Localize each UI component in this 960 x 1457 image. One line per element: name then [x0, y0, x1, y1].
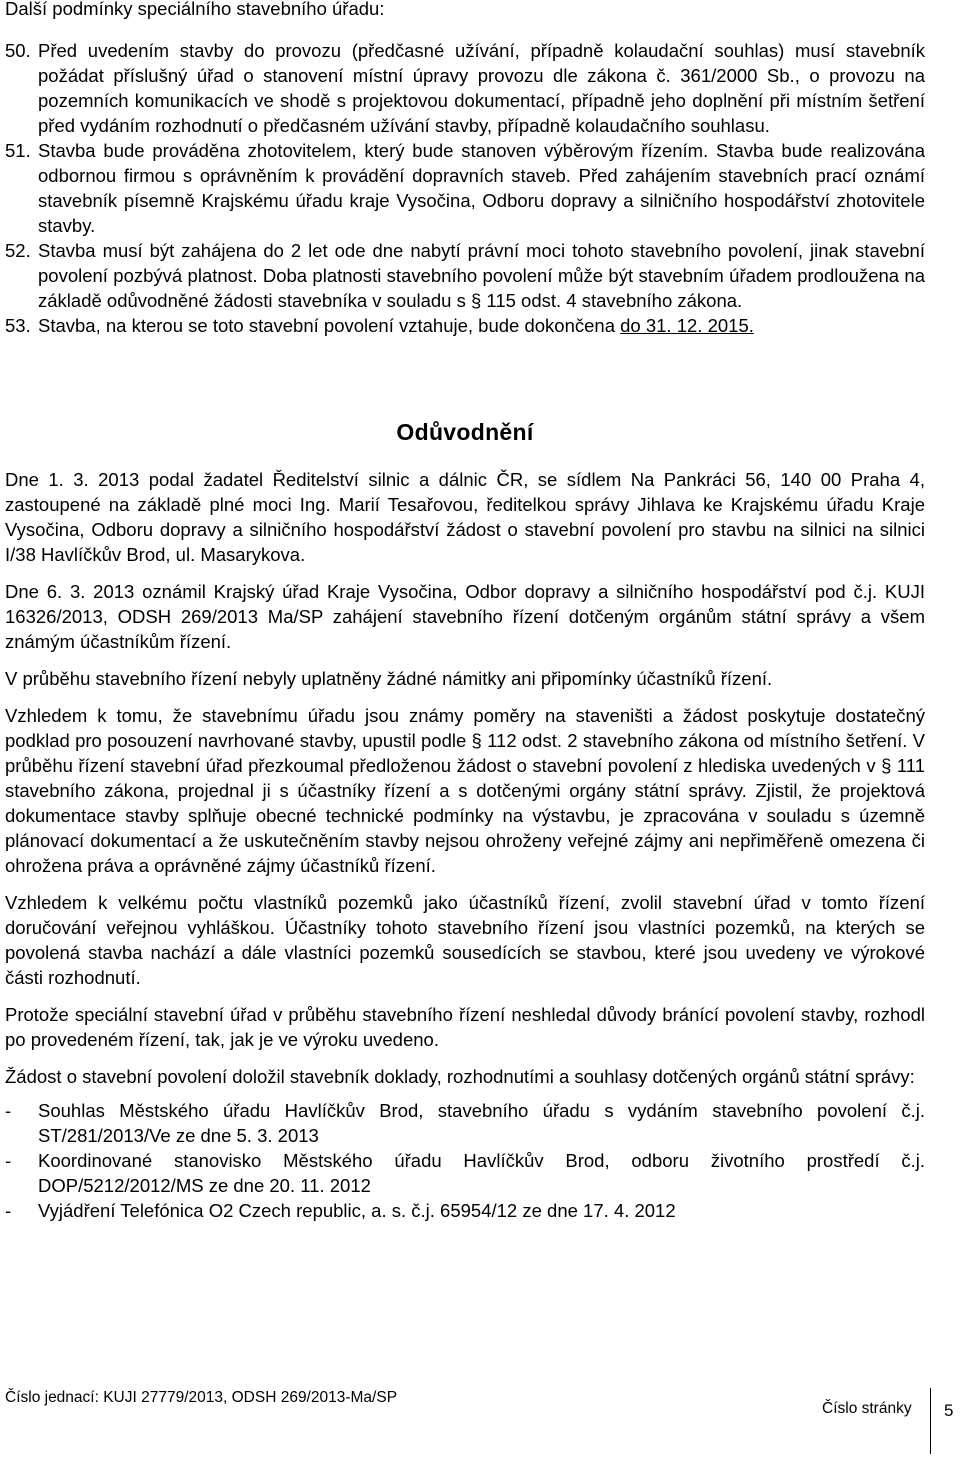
- condition-text: Stavba bude prováděna zhotovitelem, který bude stanoven výběrovým řízením. Stavba bude realizována odbornou firmou s oprávněním k provádění dopravních staveb. Před zahájením stavebních prací oznámí stavebník písemně Krajskému úřadu kraje Vysočina, Odboru dopravy a silničního hospodářství zhotovitele stavby.: [38, 140, 925, 236]
- conditions-heading: Další podmínky speciálního stavebního úřadu:: [5, 0, 385, 19]
- condition-number: 53.: [5, 315, 31, 336]
- list-marker: -: [5, 1100, 12, 1121]
- footer-page-label: Číslo stránky: [822, 1400, 912, 1417]
- section-title: Odůvodnění: [396, 419, 534, 445]
- condition-text: Před uvedením stavby do provozu (předčasné užívání, případně kolaudační souhlas) musí stavebník požádat příslušný úřad o stanovení místní úpravy provozu dle zákona č. 361/2000 Sb., o provozu na pozemních komunikacích ve shodě s projektovou dokumentací, případně jeho doplnění při místním šetření před vydáním rozhodnutí o předčasném užívání stavby, případně kolaudačního souhlasu.: [38, 40, 925, 136]
- justification-body: [5, 467, 925, 1223]
- justification-paragraph: Dne 1. 3. 2013 podal žadatel Ředitelství silnic a dálnic ČR, se sídlem Na Pankráci 56, 140 00 Praha 4, zastoupené na základě plné moci Ing. Marií Tesařovou, ředitelkou správy Jihlava ke Krajskému úřadu Kraje Vysočina, Odboru dopravy a silničního hospodářství žádost o stavební povolení pro stavbu na silnici na silnici I/38 Havlíčkův Brod, ul. Masarykova.: [5, 469, 925, 565]
- condition-text-part: Stavba, na kterou se toto stavební povolení vztahuje, bude dokončena: [38, 315, 621, 336]
- page-number: 5: [944, 1401, 954, 1420]
- justification-paragraph: Vzhledem k velkému počtu vlastníků pozemků jako účastníků řízení, zvolil stavební úřad v tomto řízení doručování veřejnou vyhláškou. Účastníky tohoto stavebního řízení jsou vlastníci pozemků, na kterých se povolená stavba nachází a dále vlastníci pozemků sousedících se stavbou, které jsou uvedeny ve výrokové části rozhodnutí.: [5, 892, 925, 988]
- list-item: [5, 1098, 925, 1148]
- list-item: [5, 1148, 925, 1198]
- completion-deadline: do 31. 12. 2015.: [620, 315, 754, 336]
- list-marker: -: [5, 1150, 12, 1171]
- list-item: [5, 1198, 925, 1223]
- condition-item: [5, 38, 925, 138]
- justification-paragraph: V průběhu stavebního řízení nebyly uplatněny žádné námitky ani připomínky účastníků řízení.: [5, 668, 773, 689]
- condition-number: 52.: [5, 240, 31, 261]
- list-item-text: Vyjádření Telefónica O2 Czech republic, a. s. č.j. 65954/12 ze dne 17. 4. 2012: [38, 1200, 676, 1221]
- condition-text: Stavba musí být zahájena do 2 let ode dne nabytí právní moci tohoto stavebního povolení, jinak stavební povolení pozbývá platnost. Doba platnosti stavebního povolení může být stavebním úřadem prodloužena na základě odůvodněné žádosti stavebníka v souladu s § 115 odst. 4 stavebního zákona.: [38, 240, 925, 311]
- list-marker: -: [5, 1200, 12, 1221]
- condition-text: [38, 313, 925, 338]
- justification-paragraph: Dne 6. 3. 2013 oznámil Krajský úřad Kraje Vysočina, Odbor dopravy a silničního hospodářství pod č.j. KUJI 16326/2013, ODSH 269/2013 Ma/SP zahájení stavebního řízení dotčeným orgánům státní správy a všem známým účastníkům řízení.: [5, 581, 925, 652]
- condition-item: [5, 238, 925, 313]
- footer-reference: Číslo jednací: KUJI 27779/2013, ODSH 269/2013-Ma/SP: [5, 1389, 398, 1406]
- list-item-text: Koordinované stanovisko Městského úřadu Havlíčkův Brod, odboru životního prostředí č.j. DOP/5212/2012/MS ze dne 20. 11. 2012: [38, 1150, 925, 1196]
- condition-item: [5, 313, 925, 338]
- condition-number: 50.: [5, 40, 31, 61]
- justification-paragraph: Vzhledem k tomu, že stavebnímu úřadu jsou známy poměry na staveništi a žádost poskytuje dostatečný podklad pro posouzení navrhované stavby, upustil podle § 112 odst. 2 stavebního zákona od místního šetření. V průběhu řízení stavební úřad přezkoumal předloženou žádost o stavební povolení z hlediska uvedených v § 111 stavebního zákona, projednal ji s účastníky řízení a s dotčenými orgány státní správy. Zjistil, že projektová dokumentace stavby splňuje obecné technické podmínky na výstavbu, je zpracována v souladu s územně plánovací dokumentací a že uskutečněním stavby nejsou ohroženy veřejné zájmy ani nepřiměřeně omezena či ohrožena práva a oprávněné zájmy účastníků řízení.: [5, 705, 925, 876]
- footer-divider: [930, 1388, 931, 1454]
- condition-item: [5, 138, 925, 238]
- justification-paragraph: Protože speciální stavební úřad v průběhu stavebního řízení neshledal důvody bránící povolení stavby, rozhodl po provedeném řízení, tak, jak je ve výroku uvedeno.: [5, 1004, 925, 1050]
- conditions-list: [5, 38, 925, 338]
- list-item-text: Souhlas Městského úřadu Havlíčkův Brod, stavebního úřadu s vydáním stavebního povolení č.j. ST/281/2013/Ve ze dne 5. 3. 2013: [38, 1100, 925, 1146]
- justification-paragraph: Žádost o stavební povolení doložil stavebník doklady, rozhodnutími a souhlasy dotčených orgánů státní správy:: [5, 1066, 915, 1087]
- condition-number: 51.: [5, 140, 31, 161]
